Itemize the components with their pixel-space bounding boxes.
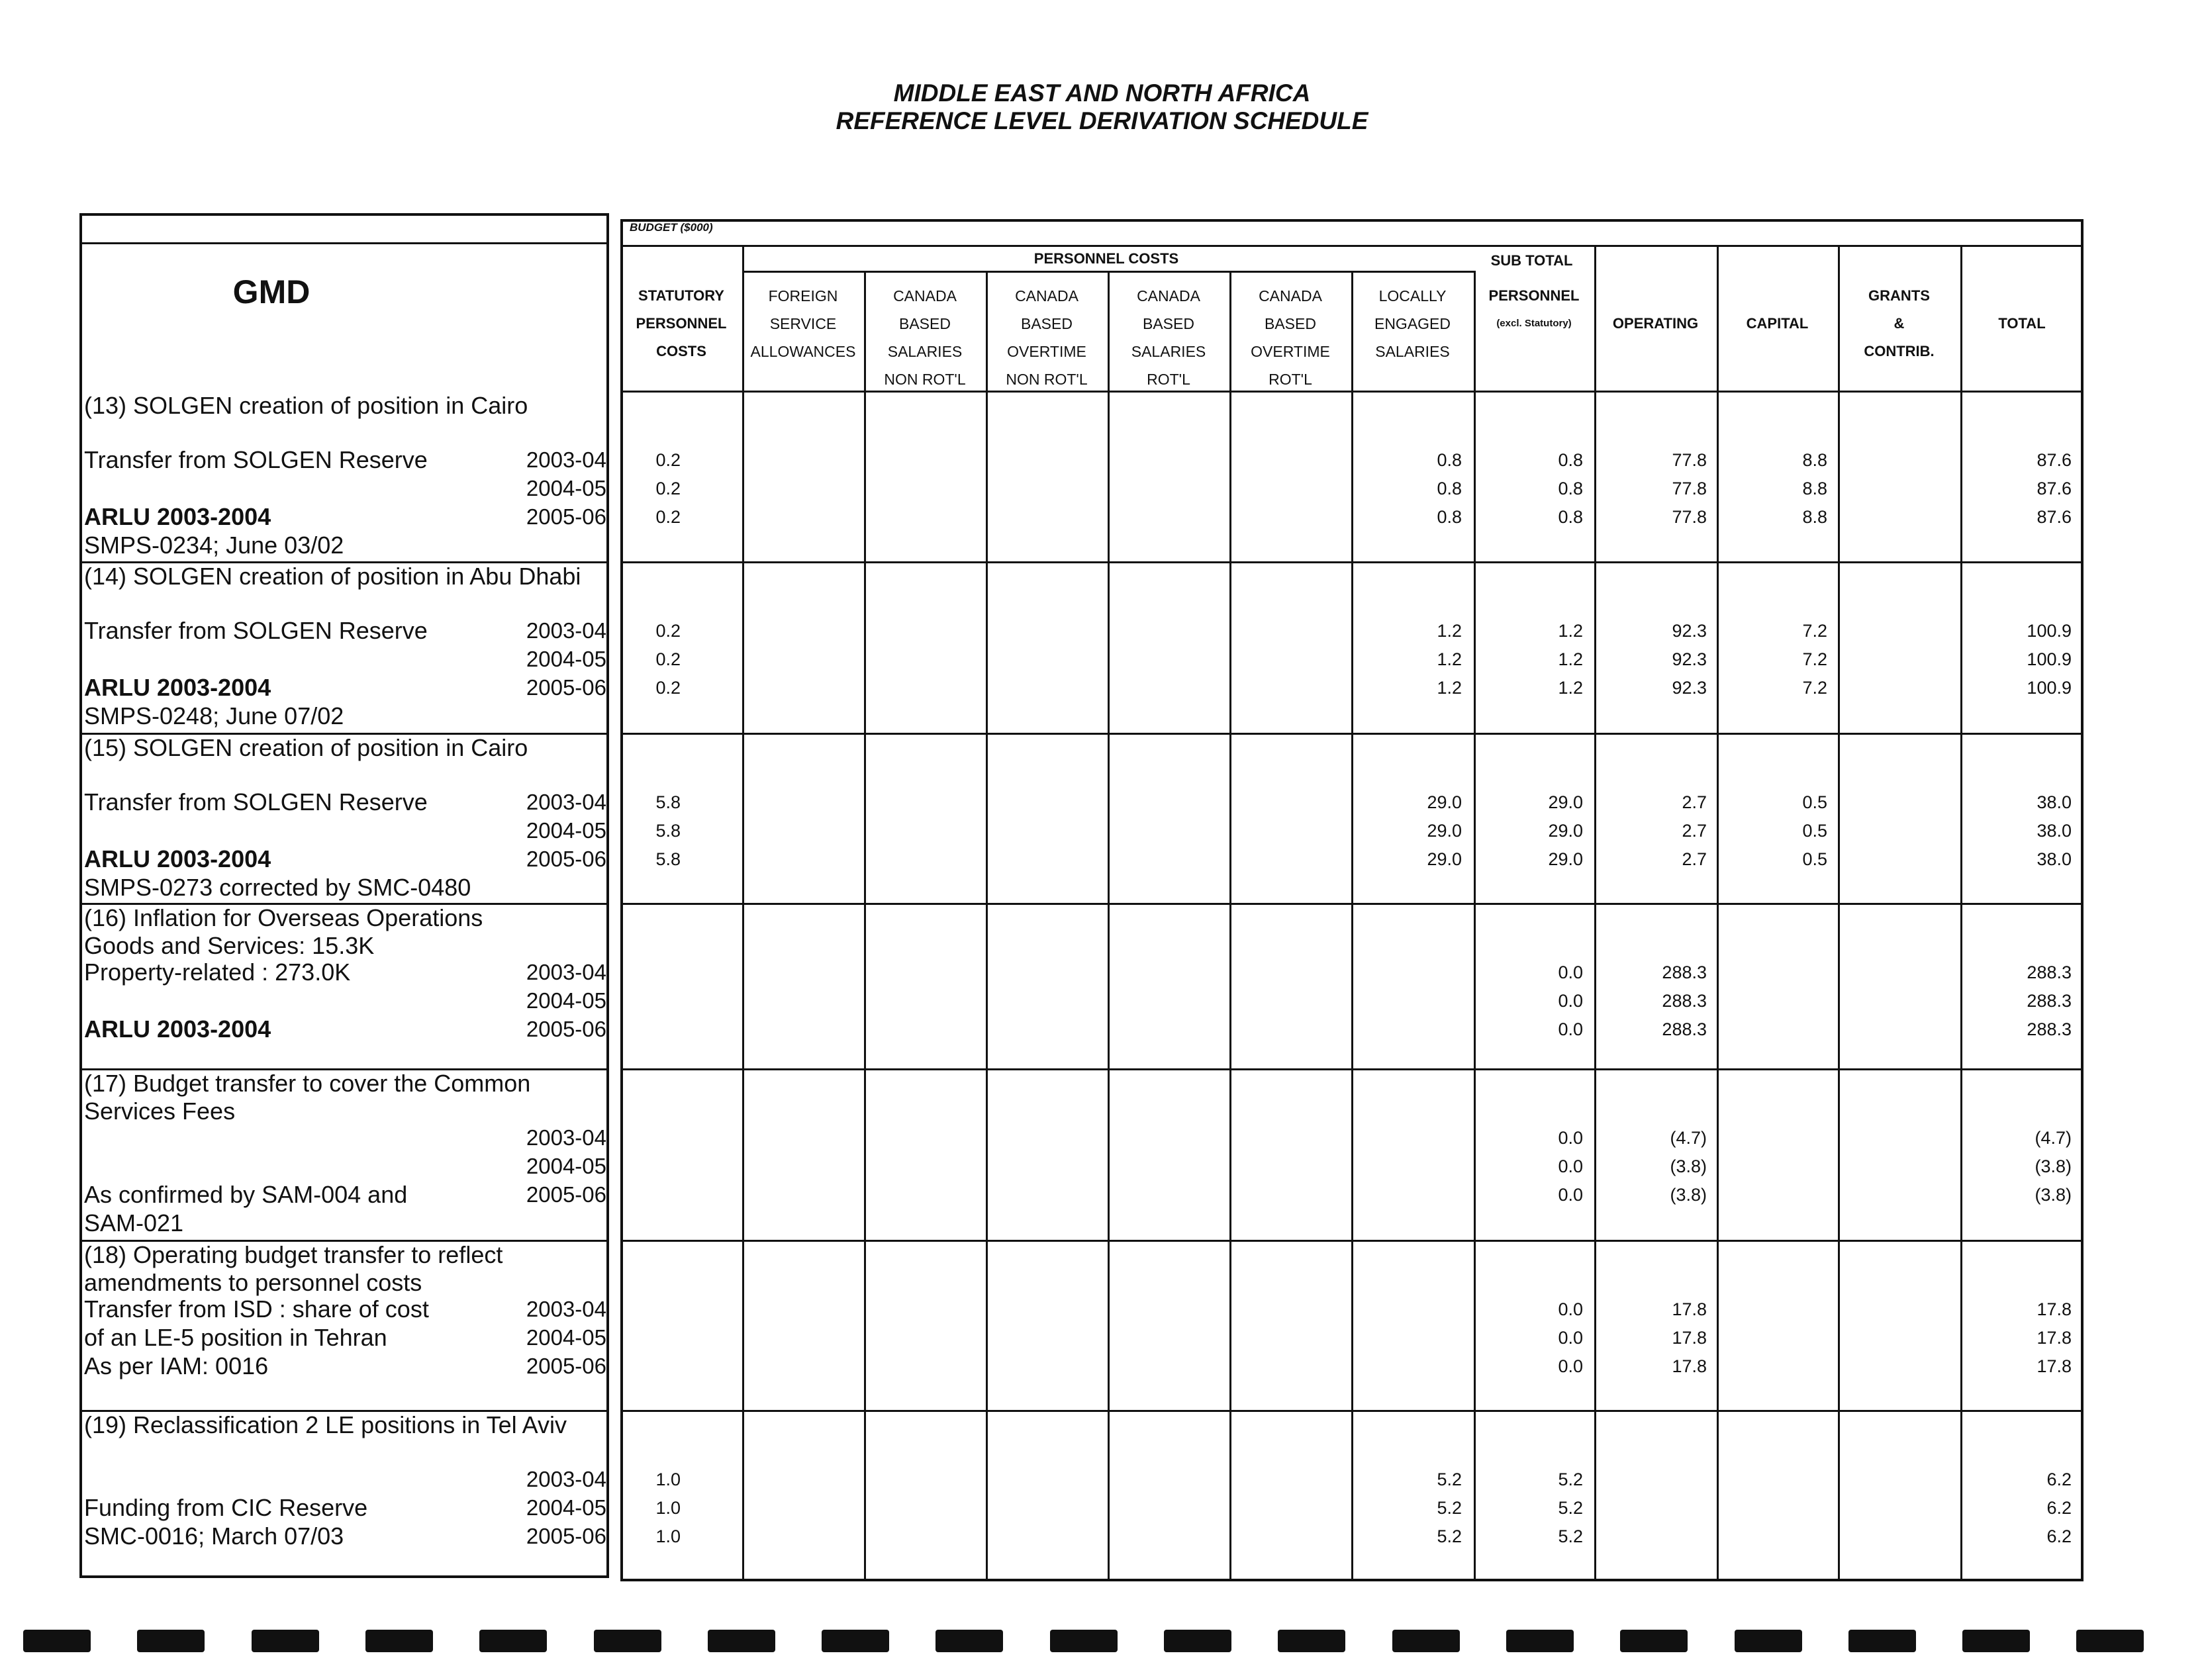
column-header-line: SERVICE [769, 315, 837, 332]
column-header-line: BASED [1143, 315, 1194, 332]
cell-value: 1.2 [1437, 649, 1462, 669]
column-header-line: SALARIES [887, 343, 963, 360]
section-line: SAM-021 [84, 1209, 184, 1237]
year-label: 2005-06 [526, 1354, 606, 1378]
cell-value: (4.7) [1670, 1128, 1707, 1148]
cell-value: 0.2 [655, 479, 681, 498]
section-line: Transfer from SOLGEN Reserve [84, 617, 428, 644]
column-header-line: PERSONNEL [1488, 287, 1580, 304]
cell-value: 0.2 [655, 507, 681, 527]
cell-value: 8.8 [1802, 479, 1827, 498]
cell-value: 0.8 [1558, 450, 1583, 470]
column-header-line: & [1893, 315, 1905, 332]
footer-mark [23, 1630, 91, 1652]
year-label: 2005-06 [526, 1017, 606, 1041]
cell-value: 17.8 [1672, 1356, 1707, 1376]
column-header [1229, 282, 1351, 393]
cell-value: 2.7 [1682, 821, 1707, 841]
cell-value: 288.3 [1662, 1019, 1707, 1039]
cell-value: 7.2 [1802, 678, 1827, 698]
cell-value: 5.2 [1437, 1526, 1462, 1546]
column-header [1960, 310, 2084, 338]
section-line: SMPS-0248; June 07/02 [84, 702, 344, 729]
cell-value: 288.3 [1662, 991, 1707, 1011]
column-header-line: SALARIES [1375, 343, 1450, 360]
footer-mark [1164, 1630, 1231, 1652]
cell-value: 92.3 [1672, 649, 1707, 669]
cell-value: 5.2 [1558, 1498, 1583, 1518]
column-divider [1229, 271, 1231, 1581]
column-divider [1838, 245, 1840, 1581]
section-line: amendments to personnel costs [84, 1269, 422, 1296]
cell-value: 0.8 [1558, 479, 1583, 498]
sub-total-label: SUB TOTAL [1490, 252, 1573, 269]
section-line: Transfer from ISD : share of cost [84, 1295, 429, 1323]
cell-value: 0.2 [655, 649, 681, 669]
cell-value: 87.6 [2036, 507, 2072, 527]
column-header [1717, 310, 1838, 338]
cell-value: 5.8 [655, 849, 681, 869]
cell-value: 288.3 [2027, 1019, 2072, 1039]
cell-value: 0.0 [1558, 962, 1583, 982]
section-line: SMPS-0273 corrected by SMC-0480 [84, 874, 471, 901]
cell-value: 6.2 [2046, 1470, 2072, 1489]
cell-value: 87.6 [2036, 450, 2072, 470]
section-line: SMC-0016; March 07/03 [84, 1522, 344, 1550]
cell-value: 29.0 [1548, 792, 1583, 812]
section-line: Transfer from SOLGEN Reserve [84, 788, 428, 816]
cell-value: 38.0 [2036, 821, 2072, 841]
section-line: ARLU 2003-2004 [84, 503, 271, 530]
year-label: 2004-05 [526, 988, 606, 1013]
cell-value: 5.8 [655, 821, 681, 841]
cell-value: 0.8 [1437, 450, 1462, 470]
footer-mark [365, 1630, 433, 1652]
cell-value: 1.2 [1558, 678, 1583, 698]
cell-value: 5.2 [1558, 1470, 1583, 1489]
column-header [1838, 282, 1960, 365]
year-label: 2003-04 [526, 1467, 606, 1491]
org-label: GMD [232, 273, 311, 310]
cell-value: (3.8) [1670, 1156, 1707, 1176]
column-header-line: OVERTIME [1007, 343, 1086, 360]
column-header-line: NON ROT'L [1006, 371, 1088, 388]
cell-value: 0.2 [655, 621, 681, 641]
cell-value: 288.3 [1662, 962, 1707, 982]
footer-mark [137, 1630, 205, 1652]
section-line: SMPS-0234; June 03/02 [84, 532, 344, 559]
cell-value: 0.5 [1802, 821, 1827, 841]
column-header-line: ROT'L [1147, 371, 1190, 388]
cell-value: 100.9 [2027, 678, 2072, 698]
column-divider [986, 271, 988, 1581]
cell-value: 0.8 [1437, 507, 1462, 527]
section-line: Funding from CIC Reserve [84, 1494, 368, 1521]
cell-value: 288.3 [2027, 962, 2072, 982]
cell-value: 92.3 [1672, 678, 1707, 698]
column-header-line: GRANTS [1868, 287, 1930, 304]
section-line: Property-related : 273.0K [84, 958, 351, 986]
cell-value: 8.8 [1802, 450, 1827, 470]
column-header [742, 282, 864, 365]
cell-value: 0.0 [1558, 1185, 1583, 1205]
cell-value: 0.0 [1558, 1328, 1583, 1348]
cell-value: 5.2 [1437, 1498, 1462, 1518]
cell-value: 77.8 [1672, 507, 1707, 527]
cell-value: 8.8 [1802, 507, 1827, 527]
footer-mark [822, 1630, 889, 1652]
budget-label: BUDGET ($000) [630, 221, 713, 234]
footer-mark [708, 1630, 775, 1652]
column-divider [1474, 271, 1476, 1581]
column-header-line: CONTRIB. [1864, 343, 1935, 359]
cell-value: 29.0 [1427, 821, 1462, 841]
cell-value: 77.8 [1672, 450, 1707, 470]
cell-value: 0.0 [1558, 1156, 1583, 1176]
cell-value: 0.0 [1558, 1356, 1583, 1376]
section-heading: (18) Operating budget transfer to reflect [84, 1241, 503, 1268]
column-header-line: BASED [899, 315, 951, 332]
cell-value: 87.6 [2036, 479, 2072, 498]
footer-mark [1962, 1630, 2030, 1652]
column-header-line: NON ROT'L [884, 371, 966, 388]
column-header-line: CANADA [1137, 287, 1200, 304]
year-label: 2004-05 [526, 818, 606, 843]
cell-value: 0.8 [1558, 507, 1583, 527]
cell-value: 0.0 [1558, 1299, 1583, 1319]
section-heading: (13) SOLGEN creation of position in Cairo [84, 392, 528, 419]
budget-divider [620, 245, 2084, 247]
year-label: 2004-05 [526, 1325, 606, 1350]
column-header-line: LOCALLY [1378, 287, 1447, 304]
year-label: 2003-04 [526, 960, 606, 984]
year-label: 2003-04 [526, 447, 606, 472]
cell-value: 0.2 [655, 678, 681, 698]
year-label: 2003-04 [526, 790, 606, 814]
footer-mark [2076, 1630, 2144, 1652]
cell-value: 0.2 [655, 450, 681, 470]
cell-value: 0.0 [1558, 1019, 1583, 1039]
cell-value: 92.3 [1672, 621, 1707, 641]
cell-value: (4.7) [2035, 1128, 2072, 1148]
year-label: 2003-04 [526, 618, 606, 643]
column-header-line: SALARIES [1131, 343, 1206, 360]
cell-value: 1.2 [1558, 621, 1583, 641]
section-line: As confirmed by SAM-004 and [84, 1181, 408, 1208]
column-header-line: (excl. Statutory) [1496, 318, 1572, 329]
column-header-line: BASED [1021, 315, 1073, 332]
section-heading: (16) Inflation for Overseas Operations [84, 904, 483, 931]
column-header-line: CANADA [1015, 287, 1078, 304]
section-line: Transfer from SOLGEN Reserve [84, 446, 428, 473]
year-label: 2004-05 [526, 1495, 606, 1520]
column-header-line: ROT'L [1269, 371, 1312, 388]
section-line: Goods and Services: 15.3K [84, 932, 375, 959]
column-divider [864, 271, 866, 1581]
cell-value: (3.8) [1670, 1185, 1707, 1205]
column-header-line: ENGAGED [1374, 315, 1451, 332]
column-header-line: COSTS [656, 343, 706, 359]
column-header-line: TOTAL [1998, 315, 2046, 332]
footer-mark [1506, 1630, 1574, 1652]
column-header [986, 282, 1108, 393]
section-line: ARLU 2003-2004 [84, 845, 271, 872]
footer-mark [1050, 1630, 1118, 1652]
footer-mark [935, 1630, 1003, 1652]
column-divider [1717, 245, 1719, 1581]
footer-mark [1392, 1630, 1460, 1652]
cell-value: (3.8) [2035, 1156, 2072, 1176]
year-label: 2005-06 [526, 1524, 606, 1548]
column-header-line: CANADA [1259, 287, 1322, 304]
cell-value: 29.0 [1427, 792, 1462, 812]
cell-value: 2.7 [1682, 792, 1707, 812]
cell-value: (3.8) [2035, 1185, 2072, 1205]
column-header-line: BASED [1265, 315, 1316, 332]
cell-value: 38.0 [2036, 792, 2072, 812]
cell-value: 0.0 [1558, 1128, 1583, 1148]
header-divider [79, 242, 609, 244]
column-header-line: FOREIGN [768, 287, 838, 304]
year-label: 2004-05 [526, 476, 606, 500]
year-label: 2003-04 [526, 1297, 606, 1321]
cell-value: 0.5 [1802, 849, 1827, 869]
column-divider [1960, 245, 1962, 1581]
cell-value: 17.8 [2036, 1328, 2072, 1348]
cell-value: 29.0 [1548, 821, 1583, 841]
cell-value: 100.9 [2027, 621, 2072, 641]
cell-value: 1.0 [655, 1470, 681, 1489]
year-label: 2005-06 [526, 847, 606, 871]
cell-value: 5.2 [1558, 1526, 1583, 1546]
column-header-line: ALLOWANCES [750, 343, 856, 360]
section-line: ARLU 2003-2004 [84, 674, 271, 701]
cell-value: 17.8 [2036, 1356, 2072, 1376]
page-title: MIDDLE EAST AND NORTH AFRICA [893, 79, 1311, 107]
section-line: ARLU 2003-2004 [84, 1015, 271, 1043]
cell-value: 1.0 [655, 1526, 681, 1546]
column-divider [1351, 271, 1353, 1581]
footer-mark [1620, 1630, 1688, 1652]
footer-mark [252, 1630, 319, 1652]
cell-value: 6.2 [2046, 1526, 2072, 1546]
column-header-line: OPERATING [1612, 315, 1699, 332]
year-label: 2005-06 [526, 675, 606, 700]
footer-mark [479, 1630, 547, 1652]
column-header [620, 282, 742, 365]
cell-value: 29.0 [1548, 849, 1583, 869]
section-heading: (15) SOLGEN creation of position in Cairo [84, 734, 528, 761]
section-heading: (14) SOLGEN creation of position in Abu Dhabi [84, 563, 581, 590]
cell-value: 1.0 [655, 1498, 681, 1518]
cell-value: 288.3 [2027, 991, 2072, 1011]
footer-mark [594, 1630, 661, 1652]
column-header [864, 282, 986, 393]
cell-value: 1.2 [1437, 678, 1462, 698]
column-header-line: CANADA [893, 287, 957, 304]
cell-value: 7.2 [1802, 621, 1827, 641]
column-header-line: CAPITAL [1746, 315, 1809, 332]
footer-mark [1278, 1630, 1345, 1652]
cell-value: 5.8 [655, 792, 681, 812]
cell-value: 100.9 [2027, 649, 2072, 669]
cell-value: 17.8 [2036, 1299, 2072, 1319]
cell-value: 5.2 [1437, 1470, 1462, 1489]
column-header-line: STATUTORY [638, 287, 724, 304]
year-label: 2004-05 [526, 647, 606, 671]
section-line: Services Fees [84, 1097, 236, 1125]
page-subtitle: REFERENCE LEVEL DERIVATION SCHEDULE [836, 107, 1368, 134]
cell-value: 0.8 [1437, 479, 1462, 498]
cell-value: 7.2 [1802, 649, 1827, 669]
cell-value: 0.0 [1558, 991, 1583, 1011]
year-label: 2005-06 [526, 1182, 606, 1207]
cell-value: 1.2 [1437, 621, 1462, 641]
year-label: 2005-06 [526, 504, 606, 529]
cell-value: 2.7 [1682, 849, 1707, 869]
section-heading: (19) Reclassification 2 LE positions in Tel Aviv [84, 1411, 567, 1438]
column-divider [1108, 271, 1110, 1581]
column-header-line: OVERTIME [1251, 343, 1330, 360]
column-divider [742, 245, 744, 1581]
cell-value: 38.0 [2036, 849, 2072, 869]
section-heading: (17) Budget transfer to cover the Common [84, 1070, 531, 1097]
year-label: 2004-05 [526, 1154, 606, 1178]
cell-value: 17.8 [1672, 1299, 1707, 1319]
section-line: As per IAM: 0016 [84, 1352, 269, 1379]
column-header [1351, 282, 1474, 365]
column-header [1108, 282, 1229, 393]
footer-mark [1848, 1630, 1916, 1652]
cell-value: 29.0 [1427, 849, 1462, 869]
section-line: of an LE-5 position in Tehran [84, 1324, 387, 1351]
cell-value: 6.2 [2046, 1498, 2072, 1518]
column-header [1474, 282, 1594, 338]
cell-value: 17.8 [1672, 1328, 1707, 1348]
cell-value: 77.8 [1672, 479, 1707, 498]
cell-value: 0.5 [1802, 792, 1827, 812]
year-label: 2003-04 [526, 1125, 606, 1150]
footer-mark [1735, 1630, 1802, 1652]
column-divider [1594, 245, 1596, 1581]
cell-value: 1.2 [1558, 649, 1583, 669]
column-header [1594, 310, 1717, 338]
column-header-line: PERSONNEL [636, 315, 727, 332]
personnel-costs-label: PERSONNEL COSTS [1033, 250, 1179, 267]
